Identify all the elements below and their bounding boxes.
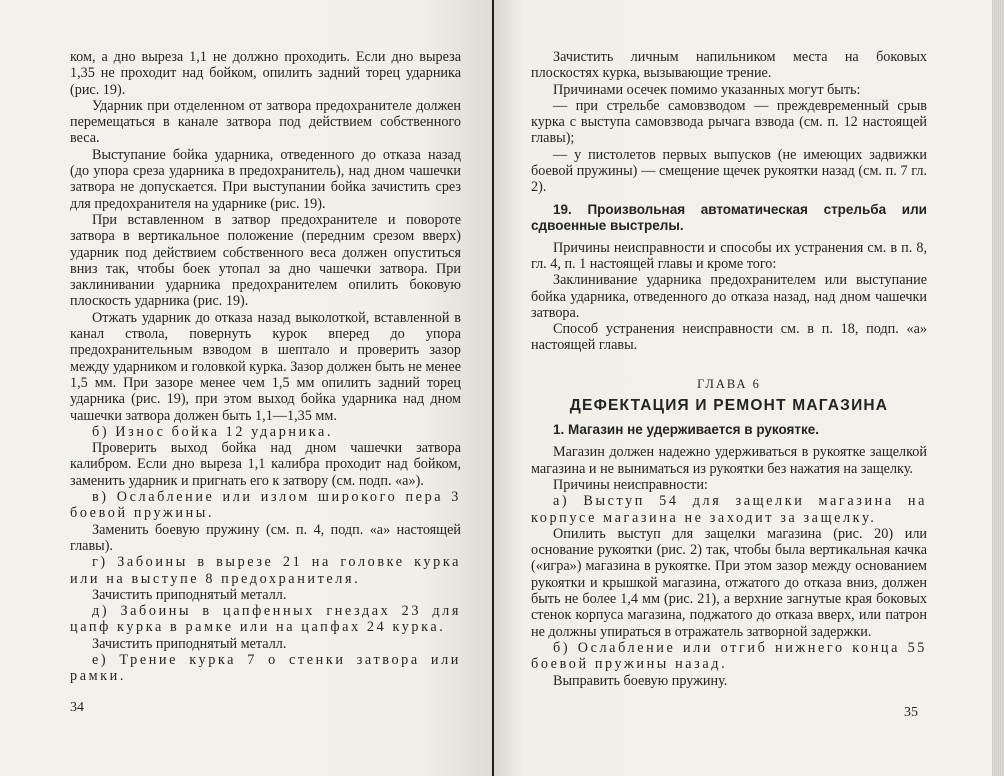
section-1-heading: 1. Магазин не удерживается в рукоятке. — [553, 422, 820, 438]
paragraph: б) Ослабление или отгиб нижнего конца 55 боевой пружины назад. — [531, 639, 927, 673]
paragraph: Магазин должен надежно удерживаться в рукоятке защелкой магазина и не выниматься из рукоятки без нажатия на защелку. — [531, 444, 927, 477]
paragraph: Выправить боевую пружину. — [553, 672, 728, 689]
paragraph: Причины неисправности: — [553, 476, 708, 493]
paragraph: д) Забоины в цапфенных гнездах 23 для цапф курка в рамке или на цапфах 24 курка. — [70, 603, 461, 636]
section-19-title: Произвольная автоматическая стрельба или сдвоенные выстрелы. — [531, 201, 927, 233]
page-number-left: 34 — [70, 700, 84, 715]
paragraph: Заклинивание ударника предохранителем или выступание бойка ударника, отведенного до отказа назад, над дном чашечки затвора. — [531, 272, 927, 321]
paragraph: Опилить выступ для защелки магазина (рис. 20) или основание рукоятки (рис. 2) так, чтобы была вертикальная качка («игра») магазина в рукоятке. При этом зазор между основанием рукоятки и крышкой магазина, отжатого до отказа вниз, должен быть не более 1,4 мм (рис. 21), а верхние загнутые края боковых стенок корпуса магазина, поджатого до отказа вверх, или патрон не должны упираться в отражатель затворной задержки. — [531, 525, 927, 640]
paragraph: Выступание бойка ударника, отведенного до отказа назад (до упора среза ударника в предохранитель), над дном чашечки затвора не допускается. При выступании бойка зачистить срез для предохранителя на ударнике (рис. 19). — [70, 146, 461, 212]
section-19-heading — [531, 202, 927, 234]
paragraph: Причины неисправности и способы их устранения см. в п. 8, гл. 4, п. 1 настоящей главы и кроме того: — [531, 239, 927, 272]
paragraph: г) Забоины в вырезе 21 на головке курка или на выступе 8 предохранителя. — [70, 554, 461, 587]
paragraph: Способ устранения неисправности см. в п. 18, подп. «а» настоящей главы. — [531, 321, 927, 354]
right-page — [494, 0, 992, 776]
paragraph: Ударник при отделенном от затвора предохранителе должен перемещаться в канале затвора под действием собственного веса. — [70, 97, 461, 147]
paragraph: Зачистить приподнятый металл. — [92, 635, 287, 652]
left-page — [0, 0, 492, 776]
right-page-text — [531, 49, 927, 689]
paragraph: а) Выступ 54 для защелки магазина на корпусе магазина не заходит за защелку. — [531, 493, 927, 526]
book-page-edges — [992, 0, 1004, 776]
paragraph: Причинами осечек помимо указанных могут быть: — [553, 81, 861, 98]
paragraph: При вставленном в затвор предохранителе и повороте затвора в вертикальное положение (передним срезом вверх) ударник под действием собственного веса должен опуститься вниз так, чтобы боек утопал за дно чашечки затвора. При заклинивании ударника предохранителем опилить боковую плоскость ударника (рис. 19). — [70, 211, 461, 310]
paragraph: Проверить выход бойка над дном чашечки затвора калибром. Если дно выреза 1,1 калибра проходит над бойком, заменить ударник и пригнать его к затвору (см. подп. «а»). — [70, 440, 461, 489]
paragraph: ком, а дно выреза 1,1 не должно проходить. Если дно выреза 1,35 не проходит над бойком, опилить задний торец ударника (рис. 19). — [70, 49, 461, 98]
paragraph: е) Трение курка 7 о стенки затвора или рамки. — [70, 651, 461, 685]
paragraph: — у пистолетов первых выпусков (не имеющих задвижки боевой пружины) — смещение щечек рукоятки назад (см. п. 7 гл. 2). — [531, 146, 927, 196]
paragraph: б) Износ бойка 12 ударника. — [92, 423, 334, 440]
section-19-number: 19. — [553, 201, 572, 217]
page-number-right: 35 — [904, 705, 918, 720]
chapter-title: ДЕФЕКТАЦИЯ И РЕМОНТ МАГАЗИНА — [569, 397, 889, 415]
paragraph: — при стрельбе самовзводом — преждевременный срыв курка с выступа самовзвода рычага взвода (см. п. 12 настоящей главы); — [531, 97, 927, 147]
chapter-number: ГЛАВА 6 — [697, 376, 761, 391]
left-page-text — [70, 49, 461, 685]
paragraph: Заменить боевую пружину (см. п. 4, подп. «а» настоящей главы). — [70, 521, 461, 554]
paragraph: Зачистить личным напильником места на боковых плоскостях курка, вызывающие трение. — [531, 49, 927, 82]
paragraph: Зачистить приподнятый металл. — [92, 586, 287, 603]
paragraph: Отжать ударник до отказа назад выколоткой, вставленной в канал ствола, повернуть курок вперед до упора предохранительным взводом в шептало и проверить зазор между ударником и головкой курка. Зазор должен быть не менее 1,5 мм. При зазоре менее чем 1,5 мм опилить задний торец ударника (рис. 19), при этом выход бойка ударника над дном чашечки затвора должен быть 1,1—1,35 мм. — [70, 309, 461, 424]
paragraph: в) Ослабление или излом широкого пера 3 боевой пружины. — [70, 489, 461, 522]
